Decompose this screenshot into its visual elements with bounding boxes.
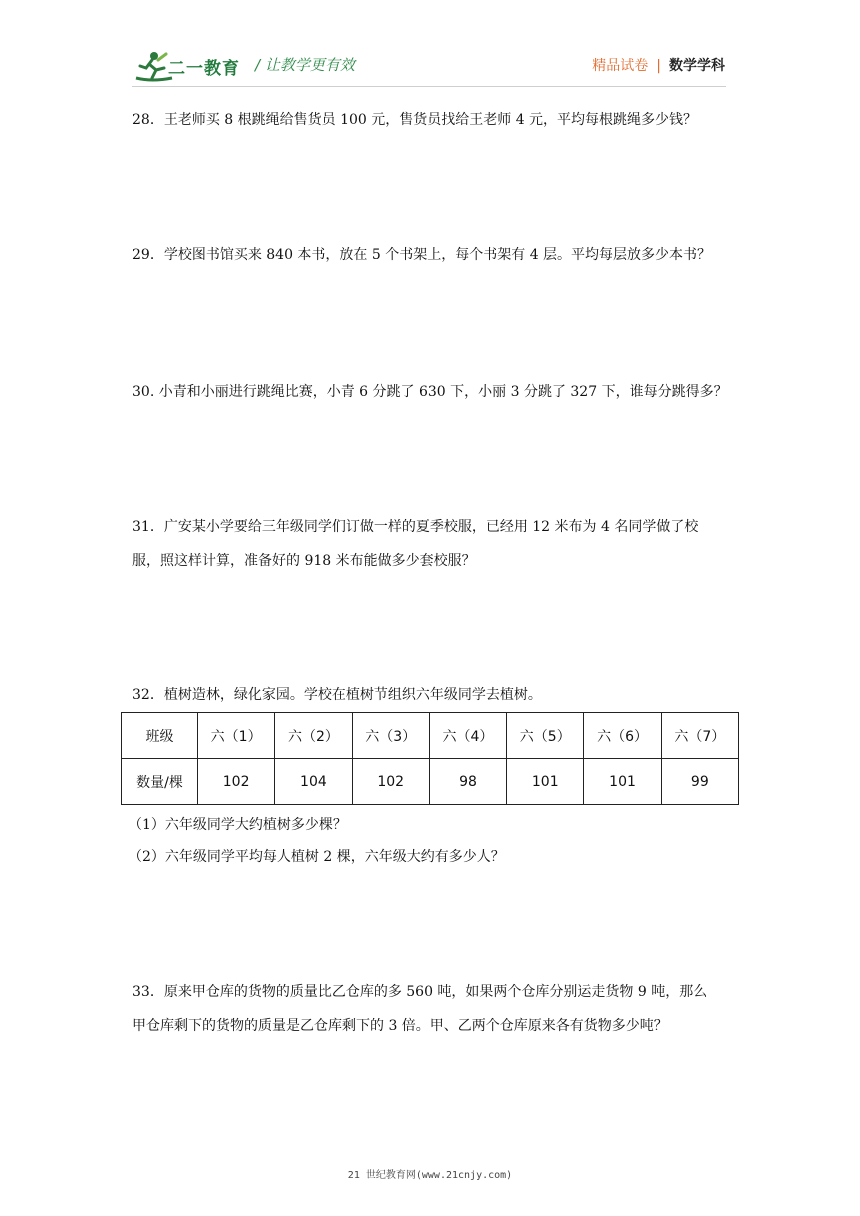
question-28 [132, 103, 742, 137]
table-cell: 102 [352, 759, 429, 805]
question-33 [132, 975, 742, 1043]
question-text-line-2: 甲仓库剩下的货物的质量是乙仓库剩下的 3 倍。甲、乙两个仓库原来各有货物多少吨？ [132, 1018, 668, 1034]
table-row [122, 713, 739, 759]
header-divider [132, 86, 726, 87]
page-footer: 21 世纪教育网(www.21cnjy.com) [347, 1170, 513, 1181]
question-32 [132, 678, 742, 712]
question-text-line-1: 33．原来甲仓库的货物的质量比乙仓库的多 560 吨，如果两个仓库分别运走货物 9 吨，那么 [132, 984, 708, 1000]
table-cell: 六（6） [584, 713, 661, 759]
table-cell: 六（2） [275, 713, 352, 759]
table-row [122, 759, 739, 805]
table-cell: 六（7） [661, 713, 738, 759]
table-header-cell: 数量/棵 [122, 759, 198, 805]
question-29 [132, 238, 742, 272]
question-text-line-1: 31．广安某小学要给三年级同学们订做一样的夏季校服，已经用 12 米布为 4 名同学做了校 [132, 519, 699, 535]
tree-planting-table [121, 712, 739, 805]
brand-label: 精品试卷 [592, 58, 649, 74]
question-text: 30. 小青和小丽进行跳绳比赛，小青 6 分跳了 630 下，小丽 3 分跳了 327 下，谁每分跳得多？ [132, 384, 728, 400]
question-32-sub-1: （1）六年级同学大约植树多少棵？ [128, 817, 347, 833]
header-right [592, 55, 725, 75]
table-cell: 六（4） [429, 713, 506, 759]
header-separator: | [656, 58, 661, 74]
logo-text: 二一教育 [168, 59, 240, 79]
page-header [0, 0, 860, 90]
question-text: 28．王老师买 8 根跳绳给售货员 100 元，售货员找给王老师 4 元，平均每根跳绳多少钱？ [132, 112, 698, 128]
table-cell: 六（3） [352, 713, 429, 759]
table-cell: 102 [198, 759, 275, 805]
table-cell: 101 [584, 759, 661, 805]
table-cell: 六（1） [198, 713, 275, 759]
table-cell: 98 [429, 759, 506, 805]
question-text-line-2: 服，照这样计算，准备好的 918 米布能做多少套校服？ [132, 553, 476, 569]
table-cell: 104 [275, 759, 352, 805]
table-cell: 99 [661, 759, 738, 805]
question-30 [132, 375, 742, 409]
question-32-sub-2: （2）六年级同学平均每人植树 2 棵，六年级大约有多少人？ [128, 849, 505, 865]
slogan: / 让教学更有效 [255, 56, 355, 74]
question-text: 32．植树造林，绿化家园。学校在植树节组织六年级同学去植树。 [132, 687, 542, 703]
table-cell: 六（5） [507, 713, 584, 759]
table-header-cell: 班级 [122, 713, 198, 759]
question-31 [132, 510, 742, 578]
question-text: 29．学校图书馆买来 840 本书，放在 5 个书架上，每个书架有 4 层。平均每层放多少本书？ [132, 247, 712, 263]
table-cell: 101 [507, 759, 584, 805]
subject-label: 数学学科 [669, 58, 725, 74]
